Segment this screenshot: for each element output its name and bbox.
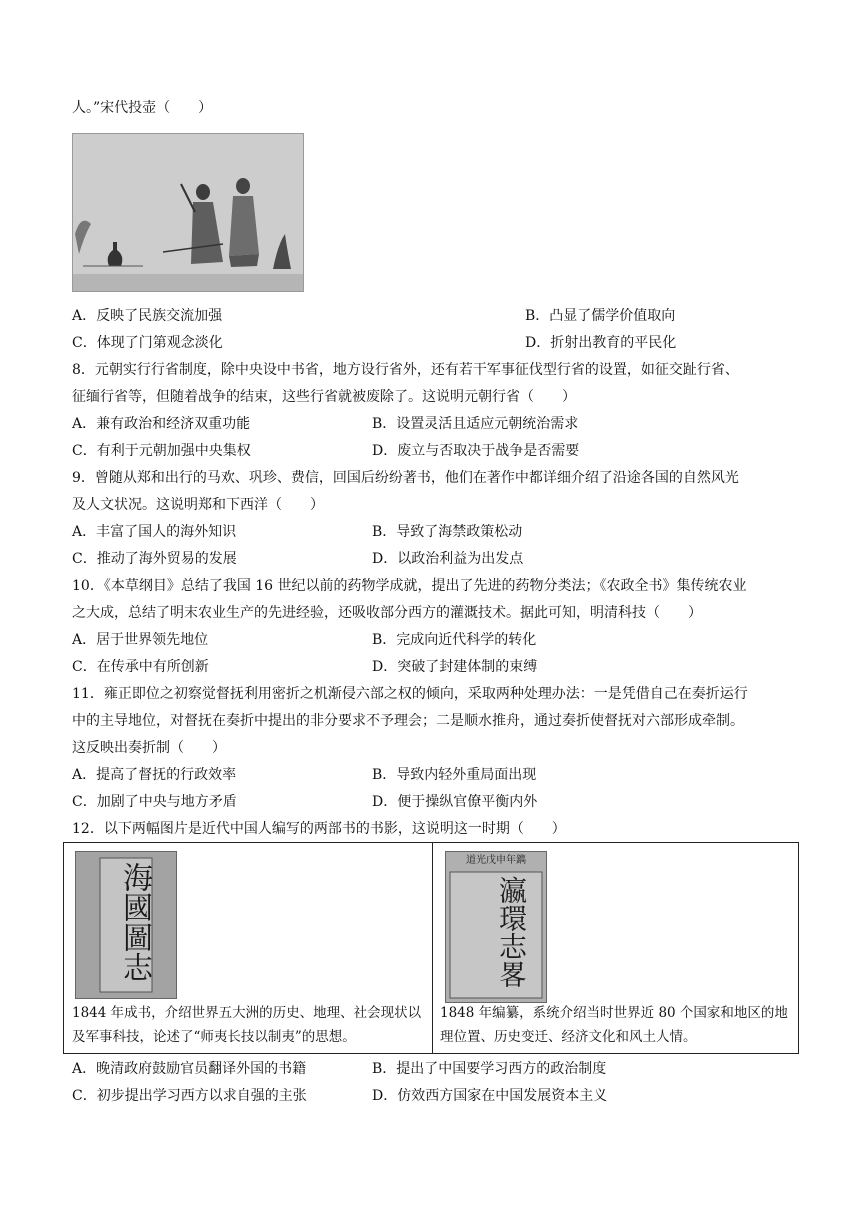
q10-stem-line-2: 之大成，总结了明末农业生产的先进经验，还吸收部分西方的灌溉技术。据此可知，明清科技（ ）	[72, 605, 702, 621]
q10-stem-line-1: 10．《本草纲目》总结了我国 16 世纪以前的药物学成就，提出了先进的药物分类法；《农政全书》集传统农业	[72, 578, 747, 594]
book2-caption: 1848 年编纂，系统介绍当时世界近 80 个国家和地区的地理位置、历史变迁、经济文化和风土人情。	[440, 1005, 788, 1045]
q8-option-b: B．设置灵活且适应元朝统治需求	[372, 416, 579, 432]
q8-stem-line-1: 8．元朝实行行省制度，除中央设中书省，地方设行省外，还有若干军事征伐型行省的设置，如征交趾行省、	[72, 362, 739, 378]
song-touhu-painting	[72, 133, 304, 292]
q12-figure-table	[63, 842, 799, 1054]
q8-option-c: C．有利于元朝加强中央集权	[72, 443, 251, 459]
q11-option-a: A．提高了督抚的行政效率	[72, 767, 237, 783]
q10-option-a: A．居于世界领先地位	[72, 632, 209, 648]
book2-title: 瀛環志畧	[495, 876, 528, 988]
q12-stem: 12．以下两幅图片是近代中国人编写的两部书的书影，这说明这一时期（ ）	[72, 821, 566, 837]
book1-title: 海國圖志	[117, 862, 152, 982]
q11-stem-line-2: 中的主导地位，对督抚在奏折中提出的非分要求不予理会；二是顺水推舟，通过奏折使督抚对六部形成牵制。	[72, 713, 744, 729]
book1-caption: 1844 年成书，介绍世界五大洲的历史、地理、社会现状以及军事科技，论述了“师夷长技以制夷”的思想。	[72, 1005, 422, 1045]
q8-option-a: A．兼有政治和经济双重功能	[72, 416, 251, 432]
q9-option-d: D．以政治利益为出发点	[372, 551, 524, 567]
haiguo-tuzhi-cover	[75, 851, 177, 999]
painting-figures-icon	[73, 134, 303, 291]
q7-option-b: B．凸显了儒学价值取向	[525, 308, 676, 324]
q12-option-c: C．初步提出学习西方以求自强的主张	[72, 1088, 307, 1104]
q11-option-d: D．便于操纵官僚平衡内外	[372, 794, 538, 810]
yinghuan-zhilue-cover	[445, 851, 547, 1003]
q12-option-d: D．仿效西方国家在中国发展资本主义	[372, 1088, 608, 1104]
q10-option-b: B．完成向近代科学的转化	[372, 632, 537, 648]
q12-option-b: B．提出了中国要学习西方的政治制度	[372, 1061, 607, 1077]
q11-option-c: C．加剧了中央与地方矛盾	[72, 794, 237, 810]
q10-option-d: D．突破了封建体制的束缚	[372, 659, 538, 675]
q9-stem-line-2: 及人文状况。这说明郑和下西洋（ ）	[72, 497, 324, 513]
q12-option-a: A．晚清政府鼓励官员翻译外国的书籍	[72, 1061, 307, 1077]
q8-option-d: D．废立与否取决于战争是否需要	[372, 443, 580, 459]
q11-stem-line-1: 11．雍正即位之初察觉督抚利用密折之机渐侵六部之权的倾向，采取两种处理办法：一是凭借自己在奏折运行	[72, 686, 748, 702]
q7-option-c: C．体现了门第观念淡化	[72, 335, 223, 351]
book2-header: 道光戊申年鐫	[466, 855, 526, 866]
q11-option-b: B．导致内轻外重局面出现	[372, 767, 537, 783]
figure-divider	[432, 843, 433, 1053]
q9-stem-line-1: 9．曾随从郑和出行的马欢、巩珍、费信，回国后纷纷著书，他们在著作中都详细介绍了沿途各国的自然风光	[72, 470, 739, 486]
q7-option-a: A．反映了民族交流加强	[72, 308, 223, 324]
q11-stem-line-3: 这反映出奏折制（ ）	[72, 740, 226, 756]
q7-option-d: D．折射出教育的平民化	[525, 335, 677, 351]
q9-option-b: B．导致了海禁政策松动	[372, 524, 523, 540]
q9-option-c: C．推动了海外贸易的发展	[72, 551, 237, 567]
q8-stem-line-2: 征缅行省等，但随着战争的结束，这些行省就被废除了。这说明元朝行省（ ）	[72, 389, 576, 405]
q10-option-c: C．在传承中有所创新	[72, 659, 209, 675]
q7-stem-tail: 人。”宋代投壶（ ）	[72, 100, 213, 116]
q9-option-a: A．丰富了国人的海外知识	[72, 524, 237, 540]
